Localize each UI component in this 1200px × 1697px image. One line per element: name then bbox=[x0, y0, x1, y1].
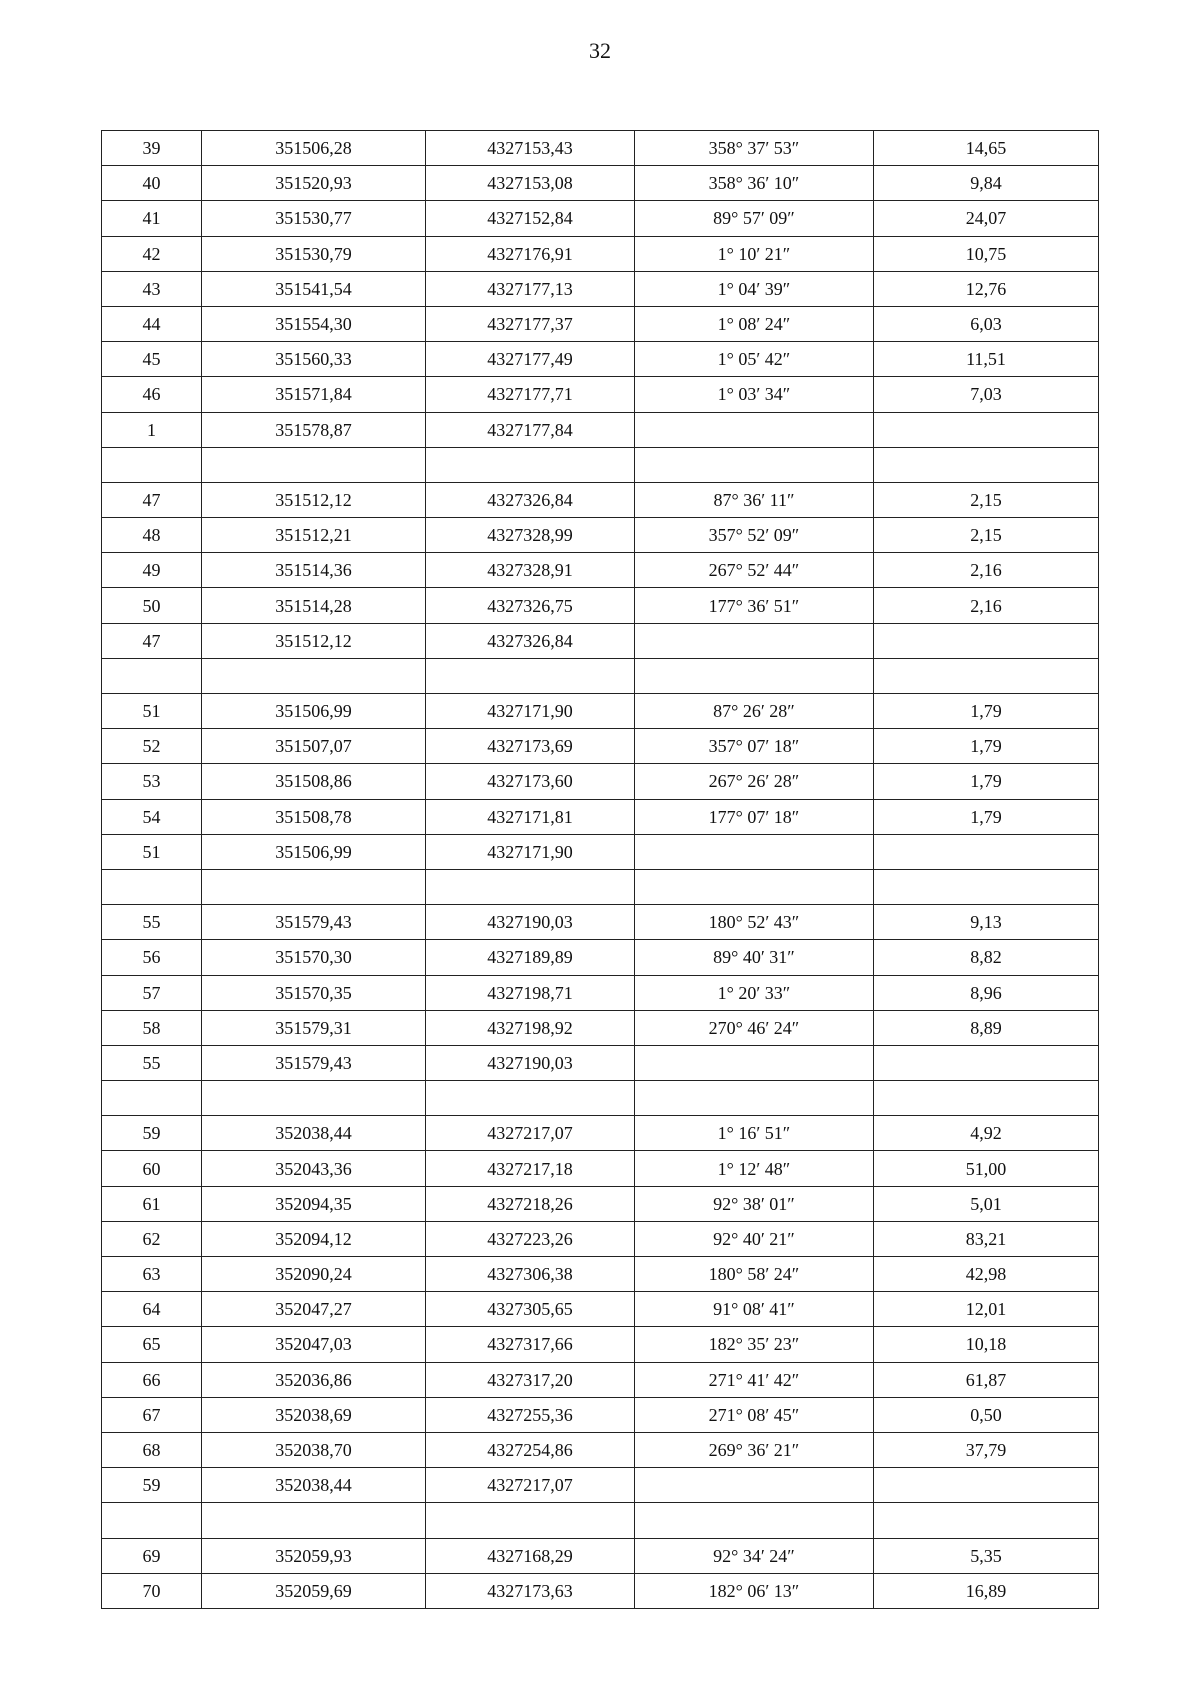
bearing-cell: 89° 40′ 31″ bbox=[635, 940, 874, 975]
point-number-cell: 60 bbox=[102, 1151, 202, 1186]
distance-cell bbox=[874, 1468, 1099, 1503]
point-number-cell: 41 bbox=[102, 201, 202, 236]
bearing-cell: 358° 36′ 10″ bbox=[635, 166, 874, 201]
x-coordinate-cell: 351514,36 bbox=[202, 553, 426, 588]
distance-cell: 37,79 bbox=[874, 1432, 1099, 1467]
distance-cell bbox=[874, 447, 1099, 482]
x-coordinate-cell: 351508,86 bbox=[202, 764, 426, 799]
coordinates-table bbox=[101, 130, 1099, 1609]
point-number-cell: 40 bbox=[102, 166, 202, 201]
x-coordinate-cell bbox=[202, 1503, 426, 1538]
bearing-cell: 92° 38′ 01″ bbox=[635, 1186, 874, 1221]
x-coordinate-cell bbox=[202, 658, 426, 693]
y-coordinate-cell: 4327198,92 bbox=[426, 1010, 635, 1045]
point-number-cell: 61 bbox=[102, 1186, 202, 1221]
table-row bbox=[102, 1257, 1099, 1292]
bearing-cell: 1° 03′ 34″ bbox=[635, 377, 874, 412]
distance-cell: 1,79 bbox=[874, 694, 1099, 729]
bearing-cell bbox=[635, 412, 874, 447]
bearing-cell: 1° 12′ 48″ bbox=[635, 1151, 874, 1186]
bearing-cell: 92° 40′ 21″ bbox=[635, 1221, 874, 1256]
y-coordinate-cell: 4327326,84 bbox=[426, 482, 635, 517]
distance-cell: 0,50 bbox=[874, 1397, 1099, 1432]
distance-cell: 2,15 bbox=[874, 518, 1099, 553]
bearing-cell bbox=[635, 1503, 874, 1538]
y-coordinate-cell: 4327173,60 bbox=[426, 764, 635, 799]
point-number-cell: 59 bbox=[102, 1116, 202, 1151]
bearing-cell bbox=[635, 869, 874, 904]
distance-cell: 10,18 bbox=[874, 1327, 1099, 1362]
bearing-cell: 91° 08′ 41″ bbox=[635, 1292, 874, 1327]
x-coordinate-cell: 351512,12 bbox=[202, 482, 426, 517]
table-row bbox=[102, 1327, 1099, 1362]
bearing-cell: 357° 52′ 09″ bbox=[635, 518, 874, 553]
table-row bbox=[102, 306, 1099, 341]
y-coordinate-cell: 4327190,03 bbox=[426, 905, 635, 940]
table-row bbox=[102, 271, 1099, 306]
x-coordinate-cell: 352059,93 bbox=[202, 1538, 426, 1573]
point-number-cell: 65 bbox=[102, 1327, 202, 1362]
y-coordinate-cell: 4327306,38 bbox=[426, 1257, 635, 1292]
x-coordinate-cell: 352047,27 bbox=[202, 1292, 426, 1327]
y-coordinate-cell: 4327189,89 bbox=[426, 940, 635, 975]
table-row bbox=[102, 588, 1099, 623]
distance-cell: 8,82 bbox=[874, 940, 1099, 975]
table-row bbox=[102, 694, 1099, 729]
x-coordinate-cell: 352038,44 bbox=[202, 1468, 426, 1503]
y-coordinate-cell bbox=[426, 447, 635, 482]
x-coordinate-cell: 351512,21 bbox=[202, 518, 426, 553]
distance-cell: 8,89 bbox=[874, 1010, 1099, 1045]
y-coordinate-cell: 4327328,91 bbox=[426, 553, 635, 588]
y-coordinate-cell: 4327177,84 bbox=[426, 412, 635, 447]
distance-cell: 83,21 bbox=[874, 1221, 1099, 1256]
point-number-cell: 42 bbox=[102, 236, 202, 271]
x-coordinate-cell: 352036,86 bbox=[202, 1362, 426, 1397]
table-row bbox=[102, 1292, 1099, 1327]
point-number-cell bbox=[102, 1503, 202, 1538]
bearing-cell: 271° 08′ 45″ bbox=[635, 1397, 874, 1432]
x-coordinate-cell: 351514,28 bbox=[202, 588, 426, 623]
point-number-cell: 39 bbox=[102, 131, 202, 166]
bearing-cell bbox=[635, 623, 874, 658]
bearing-cell: 267° 52′ 44″ bbox=[635, 553, 874, 588]
table-row bbox=[102, 1221, 1099, 1256]
point-number-cell bbox=[102, 447, 202, 482]
x-coordinate-cell: 351579,31 bbox=[202, 1010, 426, 1045]
y-coordinate-cell: 4327317,66 bbox=[426, 1327, 635, 1362]
x-coordinate-cell: 352059,69 bbox=[202, 1573, 426, 1608]
x-coordinate-cell: 351570,35 bbox=[202, 975, 426, 1010]
bearing-cell: 1° 10′ 21″ bbox=[635, 236, 874, 271]
table-row bbox=[102, 1010, 1099, 1045]
distance-cell: 2,15 bbox=[874, 482, 1099, 517]
y-coordinate-cell: 4327305,65 bbox=[426, 1292, 635, 1327]
distance-cell: 42,98 bbox=[874, 1257, 1099, 1292]
point-number-cell: 57 bbox=[102, 975, 202, 1010]
distance-cell: 12,76 bbox=[874, 271, 1099, 306]
x-coordinate-cell: 351507,07 bbox=[202, 729, 426, 764]
bearing-cell bbox=[635, 1468, 874, 1503]
point-number-cell bbox=[102, 869, 202, 904]
table-row bbox=[102, 975, 1099, 1010]
distance-cell: 1,79 bbox=[874, 799, 1099, 834]
x-coordinate-cell: 351530,79 bbox=[202, 236, 426, 271]
point-number-cell: 51 bbox=[102, 834, 202, 869]
y-coordinate-cell: 4327190,03 bbox=[426, 1045, 635, 1080]
bearing-cell: 1° 16′ 51″ bbox=[635, 1116, 874, 1151]
bearing-cell bbox=[635, 447, 874, 482]
x-coordinate-cell: 352043,36 bbox=[202, 1151, 426, 1186]
table-row bbox=[102, 201, 1099, 236]
distance-cell: 16,89 bbox=[874, 1573, 1099, 1608]
point-number-cell: 59 bbox=[102, 1468, 202, 1503]
y-coordinate-cell: 4327217,07 bbox=[426, 1116, 635, 1151]
bearing-cell: 180° 52′ 43″ bbox=[635, 905, 874, 940]
y-coordinate-cell: 4327177,37 bbox=[426, 306, 635, 341]
bearing-cell: 180° 58′ 24″ bbox=[635, 1257, 874, 1292]
y-coordinate-cell: 4327255,36 bbox=[426, 1397, 635, 1432]
y-coordinate-cell: 4327168,29 bbox=[426, 1538, 635, 1573]
bearing-cell bbox=[635, 658, 874, 693]
point-number-cell: 56 bbox=[102, 940, 202, 975]
table-row bbox=[102, 377, 1099, 412]
x-coordinate-cell: 352094,35 bbox=[202, 1186, 426, 1221]
bearing-cell: 177° 07′ 18″ bbox=[635, 799, 874, 834]
bearing-cell: 270° 46′ 24″ bbox=[635, 1010, 874, 1045]
bearing-cell: 92° 34′ 24″ bbox=[635, 1538, 874, 1573]
y-coordinate-cell: 4327326,75 bbox=[426, 588, 635, 623]
bearing-cell: 1° 04′ 39″ bbox=[635, 271, 874, 306]
table-row bbox=[102, 553, 1099, 588]
point-number-cell: 64 bbox=[102, 1292, 202, 1327]
x-coordinate-cell: 351506,99 bbox=[202, 834, 426, 869]
point-number-cell: 69 bbox=[102, 1538, 202, 1573]
x-coordinate-cell: 351506,28 bbox=[202, 131, 426, 166]
distance-cell: 1,79 bbox=[874, 764, 1099, 799]
point-number-cell: 50 bbox=[102, 588, 202, 623]
y-coordinate-cell: 4327171,90 bbox=[426, 834, 635, 869]
distance-cell: 14,65 bbox=[874, 131, 1099, 166]
distance-cell: 5,35 bbox=[874, 1538, 1099, 1573]
x-coordinate-cell: 351530,77 bbox=[202, 201, 426, 236]
distance-cell: 5,01 bbox=[874, 1186, 1099, 1221]
table-row bbox=[102, 166, 1099, 201]
x-coordinate-cell: 351520,93 bbox=[202, 166, 426, 201]
point-number-cell: 45 bbox=[102, 342, 202, 377]
distance-cell bbox=[874, 869, 1099, 904]
y-coordinate-cell: 4327177,71 bbox=[426, 377, 635, 412]
x-coordinate-cell bbox=[202, 1081, 426, 1116]
bearing-cell: 357° 07′ 18″ bbox=[635, 729, 874, 764]
table-row bbox=[102, 729, 1099, 764]
x-coordinate-cell: 352038,44 bbox=[202, 1116, 426, 1151]
y-coordinate-cell bbox=[426, 869, 635, 904]
y-coordinate-cell bbox=[426, 658, 635, 693]
table-row bbox=[102, 482, 1099, 517]
y-coordinate-cell: 4327177,13 bbox=[426, 271, 635, 306]
bearing-cell: 87° 36′ 11″ bbox=[635, 482, 874, 517]
bearing-cell bbox=[635, 834, 874, 869]
table-row bbox=[102, 764, 1099, 799]
table-row bbox=[102, 1045, 1099, 1080]
point-number-cell: 62 bbox=[102, 1221, 202, 1256]
x-coordinate-cell: 352090,24 bbox=[202, 1257, 426, 1292]
table-row bbox=[102, 869, 1099, 904]
point-number-cell: 52 bbox=[102, 729, 202, 764]
bearing-cell: 182° 35′ 23″ bbox=[635, 1327, 874, 1362]
point-number-cell: 1 bbox=[102, 412, 202, 447]
y-coordinate-cell: 4327217,07 bbox=[426, 1468, 635, 1503]
table-row bbox=[102, 1397, 1099, 1432]
x-coordinate-cell: 352038,70 bbox=[202, 1432, 426, 1467]
point-number-cell bbox=[102, 658, 202, 693]
x-coordinate-cell: 351579,43 bbox=[202, 905, 426, 940]
y-coordinate-cell: 4327171,90 bbox=[426, 694, 635, 729]
y-coordinate-cell: 4327171,81 bbox=[426, 799, 635, 834]
y-coordinate-cell: 4327218,26 bbox=[426, 1186, 635, 1221]
table-row bbox=[102, 236, 1099, 271]
x-coordinate-cell: 352038,69 bbox=[202, 1397, 426, 1432]
y-coordinate-cell: 4327198,71 bbox=[426, 975, 635, 1010]
distance-cell bbox=[874, 1503, 1099, 1538]
distance-cell bbox=[874, 1081, 1099, 1116]
distance-cell: 1,79 bbox=[874, 729, 1099, 764]
x-coordinate-cell: 351508,78 bbox=[202, 799, 426, 834]
y-coordinate-cell: 4327223,26 bbox=[426, 1221, 635, 1256]
y-coordinate-cell bbox=[426, 1503, 635, 1538]
y-coordinate-cell: 4327152,84 bbox=[426, 201, 635, 236]
y-coordinate-cell: 4327153,08 bbox=[426, 166, 635, 201]
y-coordinate-cell: 4327328,99 bbox=[426, 518, 635, 553]
distance-cell: 2,16 bbox=[874, 553, 1099, 588]
point-number-cell: 47 bbox=[102, 623, 202, 658]
point-number-cell: 67 bbox=[102, 1397, 202, 1432]
bearing-cell: 1° 08′ 24″ bbox=[635, 306, 874, 341]
page-number: 32 bbox=[589, 38, 611, 63]
point-number-cell: 63 bbox=[102, 1257, 202, 1292]
point-number-cell: 68 bbox=[102, 1432, 202, 1467]
table-row bbox=[102, 905, 1099, 940]
table-row bbox=[102, 1503, 1099, 1538]
table-row bbox=[102, 1081, 1099, 1116]
distance-cell bbox=[874, 412, 1099, 447]
point-number-cell: 55 bbox=[102, 905, 202, 940]
point-number-cell: 44 bbox=[102, 306, 202, 341]
distance-cell: 6,03 bbox=[874, 306, 1099, 341]
x-coordinate-cell: 351579,43 bbox=[202, 1045, 426, 1080]
table-row bbox=[102, 834, 1099, 869]
table-row bbox=[102, 1573, 1099, 1608]
x-coordinate-cell: 351560,33 bbox=[202, 342, 426, 377]
distance-cell: 8,96 bbox=[874, 975, 1099, 1010]
point-number-cell: 47 bbox=[102, 482, 202, 517]
x-coordinate-cell: 352047,03 bbox=[202, 1327, 426, 1362]
table-row bbox=[102, 623, 1099, 658]
point-number-cell: 46 bbox=[102, 377, 202, 412]
y-coordinate-cell: 4327217,18 bbox=[426, 1151, 635, 1186]
distance-cell bbox=[874, 623, 1099, 658]
point-number-cell bbox=[102, 1081, 202, 1116]
bearing-cell: 1° 05′ 42″ bbox=[635, 342, 874, 377]
x-coordinate-cell: 351554,30 bbox=[202, 306, 426, 341]
table-row bbox=[102, 658, 1099, 693]
distance-cell bbox=[874, 1045, 1099, 1080]
point-number-cell: 53 bbox=[102, 764, 202, 799]
table-row bbox=[102, 1186, 1099, 1221]
distance-cell: 10,75 bbox=[874, 236, 1099, 271]
table-row bbox=[102, 342, 1099, 377]
distance-cell: 61,87 bbox=[874, 1362, 1099, 1397]
y-coordinate-cell: 4327326,84 bbox=[426, 623, 635, 658]
distance-cell: 2,16 bbox=[874, 588, 1099, 623]
table-row bbox=[102, 131, 1099, 166]
bearing-cell: 177° 36′ 51″ bbox=[635, 588, 874, 623]
y-coordinate-cell: 4327173,69 bbox=[426, 729, 635, 764]
distance-cell bbox=[874, 834, 1099, 869]
x-coordinate-cell: 352094,12 bbox=[202, 1221, 426, 1256]
y-coordinate-cell: 4327173,63 bbox=[426, 1573, 635, 1608]
bearing-cell bbox=[635, 1081, 874, 1116]
y-coordinate-cell: 4327177,49 bbox=[426, 342, 635, 377]
distance-cell: 11,51 bbox=[874, 342, 1099, 377]
bearing-cell: 267° 26′ 28″ bbox=[635, 764, 874, 799]
point-number-cell: 51 bbox=[102, 694, 202, 729]
point-number-cell: 48 bbox=[102, 518, 202, 553]
point-number-cell: 49 bbox=[102, 553, 202, 588]
point-number-cell: 43 bbox=[102, 271, 202, 306]
x-coordinate-cell: 351506,99 bbox=[202, 694, 426, 729]
point-number-cell: 54 bbox=[102, 799, 202, 834]
coordinates-table-body bbox=[102, 131, 1099, 1609]
point-number-cell: 70 bbox=[102, 1573, 202, 1608]
bearing-cell: 358° 37′ 53″ bbox=[635, 131, 874, 166]
distance-cell: 9,84 bbox=[874, 166, 1099, 201]
bearing-cell: 271° 41′ 42″ bbox=[635, 1362, 874, 1397]
bearing-cell: 182° 06′ 13″ bbox=[635, 1573, 874, 1608]
distance-cell: 12,01 bbox=[874, 1292, 1099, 1327]
point-number-cell: 66 bbox=[102, 1362, 202, 1397]
x-coordinate-cell: 351541,54 bbox=[202, 271, 426, 306]
bearing-cell: 89° 57′ 09″ bbox=[635, 201, 874, 236]
x-coordinate-cell: 351571,84 bbox=[202, 377, 426, 412]
distance-cell: 7,03 bbox=[874, 377, 1099, 412]
y-coordinate-cell bbox=[426, 1081, 635, 1116]
table-row bbox=[102, 447, 1099, 482]
distance-cell: 51,00 bbox=[874, 1151, 1099, 1186]
table-row bbox=[102, 518, 1099, 553]
distance-cell bbox=[874, 658, 1099, 693]
x-coordinate-cell: 351512,12 bbox=[202, 623, 426, 658]
distance-cell: 9,13 bbox=[874, 905, 1099, 940]
y-coordinate-cell: 4327176,91 bbox=[426, 236, 635, 271]
table-row bbox=[102, 1468, 1099, 1503]
table-row bbox=[102, 1151, 1099, 1186]
distance-cell: 24,07 bbox=[874, 201, 1099, 236]
point-number-cell: 55 bbox=[102, 1045, 202, 1080]
y-coordinate-cell: 4327153,43 bbox=[426, 131, 635, 166]
table-row bbox=[102, 1116, 1099, 1151]
table-row bbox=[102, 799, 1099, 834]
table-row bbox=[102, 412, 1099, 447]
y-coordinate-cell: 4327317,20 bbox=[426, 1362, 635, 1397]
bearing-cell: 87° 26′ 28″ bbox=[635, 694, 874, 729]
x-coordinate-cell bbox=[202, 447, 426, 482]
x-coordinate-cell bbox=[202, 869, 426, 904]
table-row bbox=[102, 1432, 1099, 1467]
table-row bbox=[102, 1538, 1099, 1573]
point-number-cell: 58 bbox=[102, 1010, 202, 1045]
table-row bbox=[102, 940, 1099, 975]
bearing-cell: 1° 20′ 33″ bbox=[635, 975, 874, 1010]
table-row bbox=[102, 1362, 1099, 1397]
y-coordinate-cell: 4327254,86 bbox=[426, 1432, 635, 1467]
x-coordinate-cell: 351578,87 bbox=[202, 412, 426, 447]
bearing-cell bbox=[635, 1045, 874, 1080]
x-coordinate-cell: 351570,30 bbox=[202, 940, 426, 975]
distance-cell: 4,92 bbox=[874, 1116, 1099, 1151]
bearing-cell: 269° 36′ 21″ bbox=[635, 1432, 874, 1467]
